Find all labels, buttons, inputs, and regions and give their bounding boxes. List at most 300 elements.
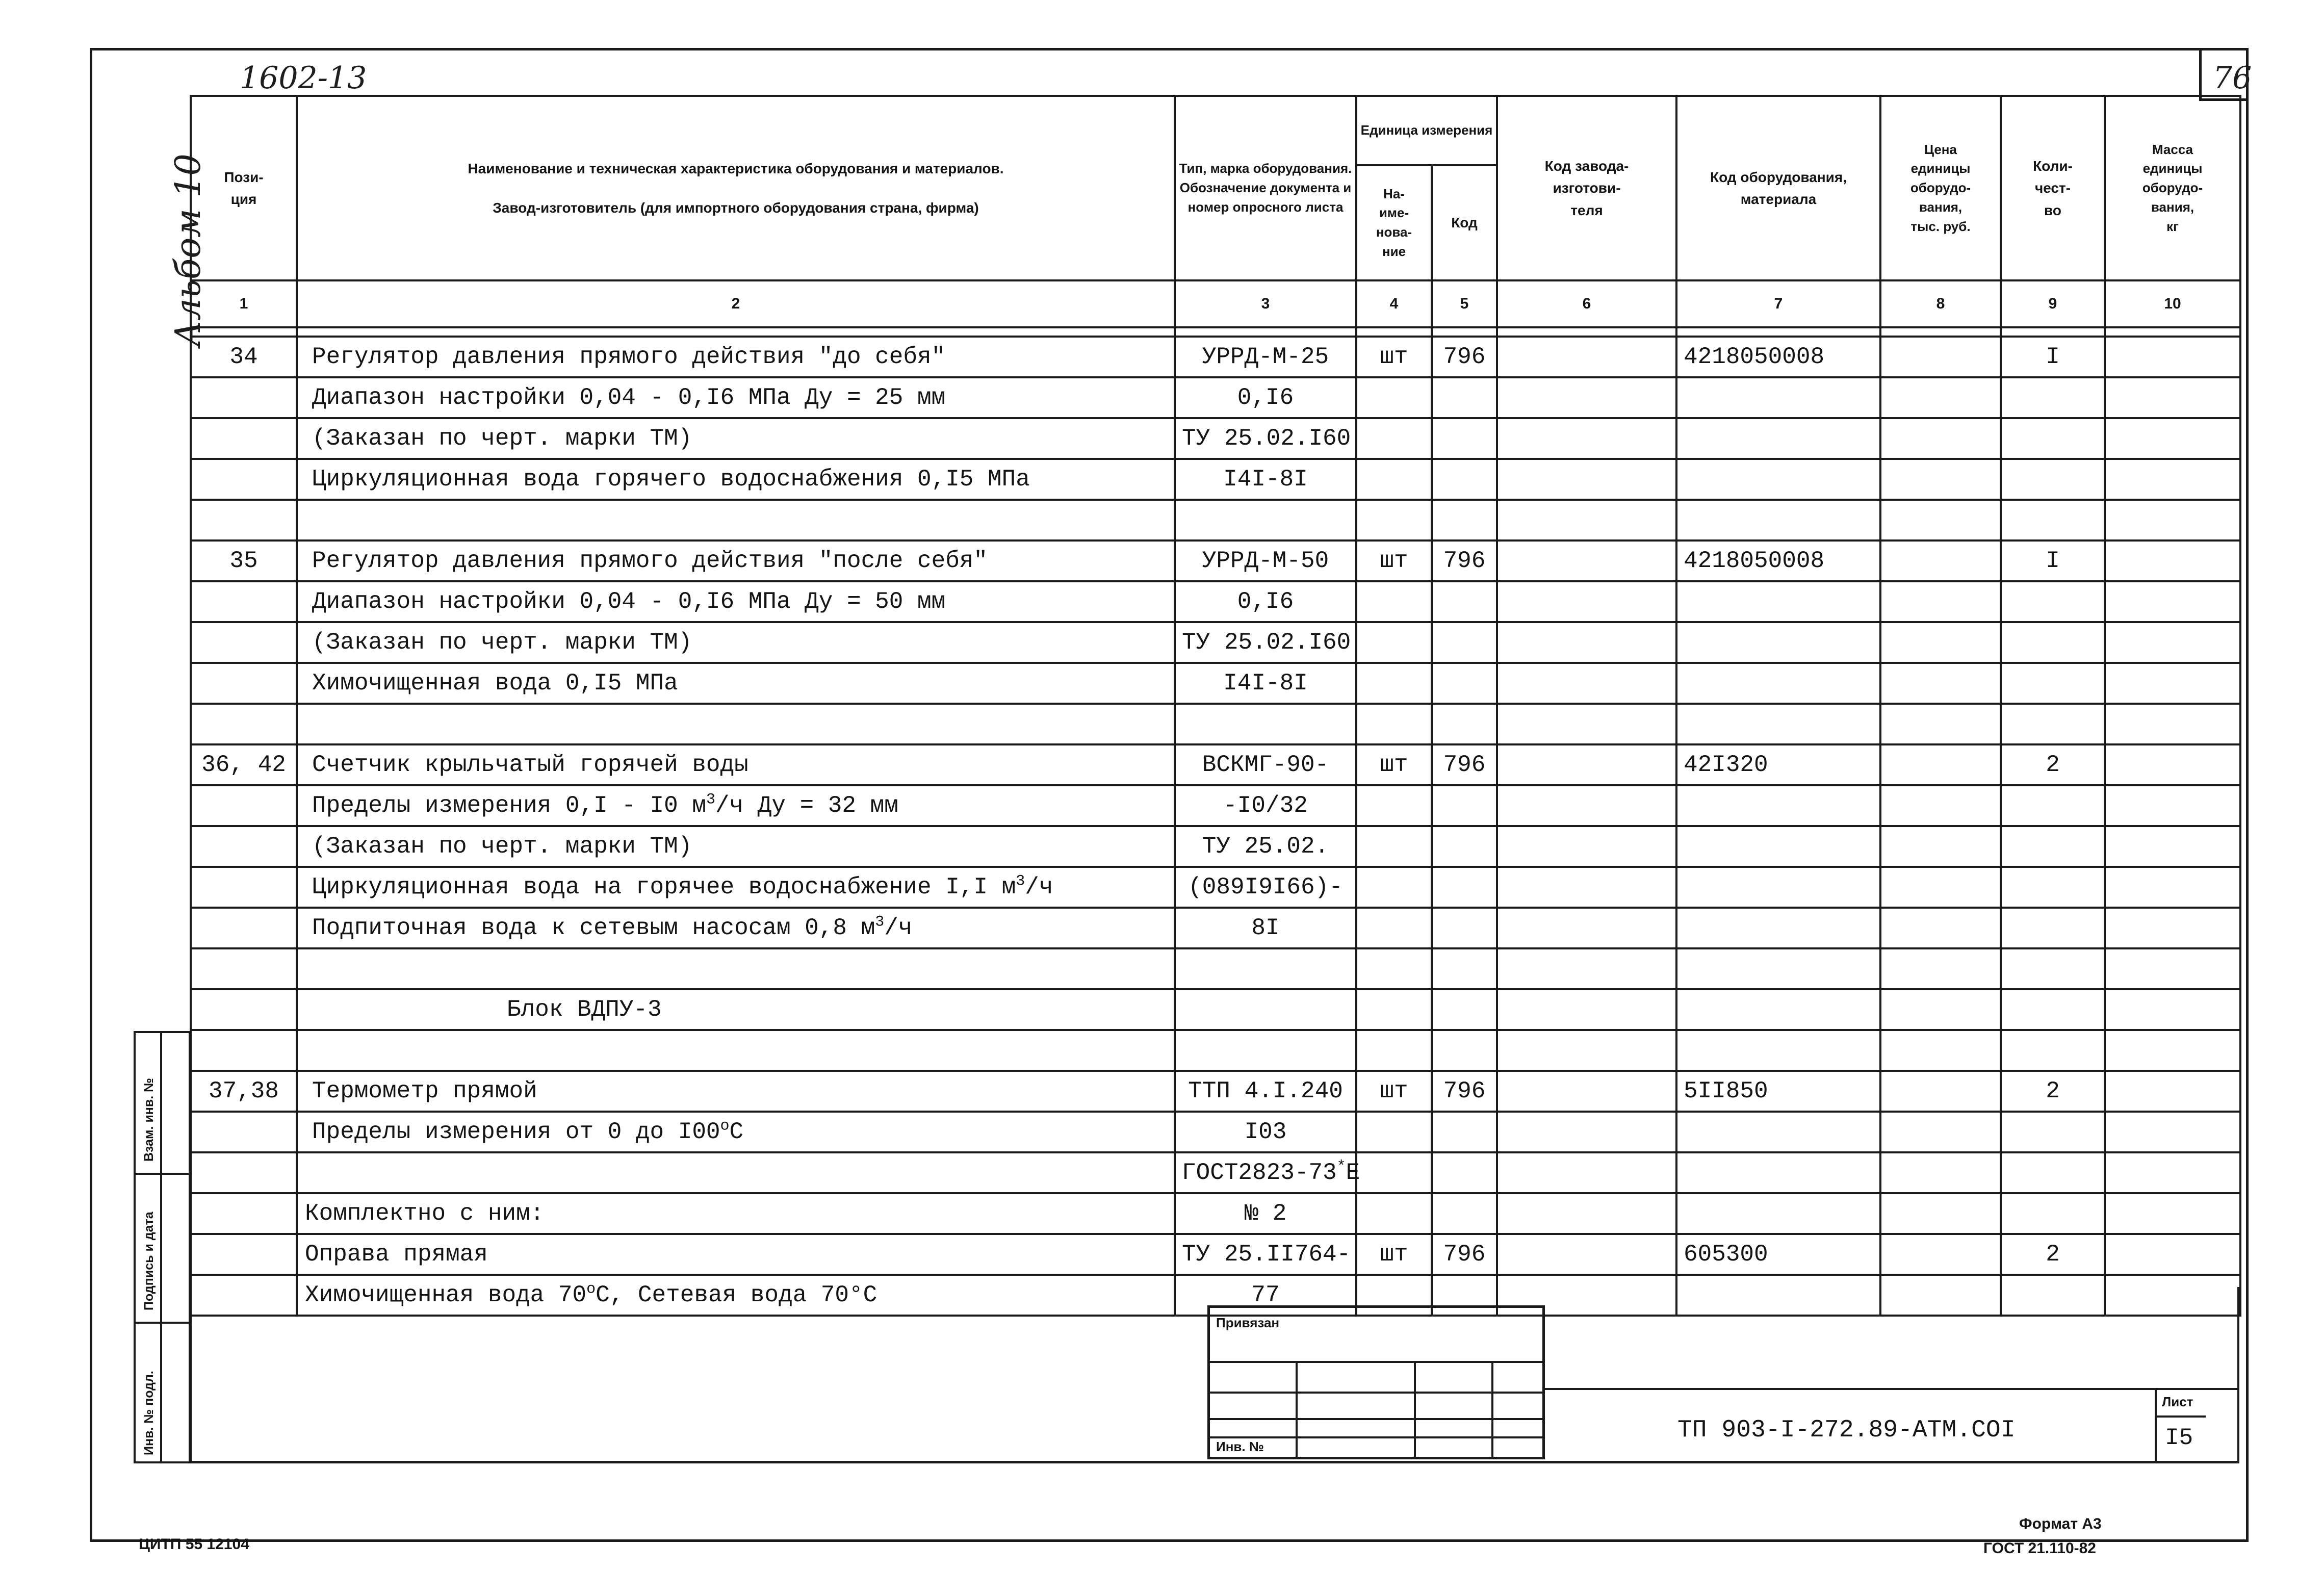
unit-cell: шт [1356, 337, 1432, 377]
unit-code-cell [1432, 908, 1497, 948]
quantity-cell [2001, 1152, 2105, 1193]
price-cell [1880, 459, 2001, 500]
price-cell [1880, 377, 2001, 418]
position-cell [191, 622, 297, 663]
mass-cell [2105, 663, 2240, 704]
price-cell [1880, 908, 2001, 948]
type-cell: № 2 [1175, 1193, 1356, 1234]
plant-code-cell [1497, 867, 1676, 908]
sheet-number: I5 [2165, 1425, 2193, 1451]
table-row [191, 1112, 2240, 1152]
plant-code-cell [1497, 1152, 1676, 1193]
footer-format: Формат А3 [2019, 1515, 2102, 1532]
position-cell [191, 704, 297, 744]
plant-code-cell [1497, 1193, 1676, 1234]
equipment-code-cell [1676, 908, 1880, 948]
plant-code-cell [1497, 377, 1676, 418]
position-cell: 35 [191, 540, 297, 581]
quantity-cell [2001, 1030, 2105, 1071]
mass-cell [2105, 744, 2240, 785]
equipment-code-cell [1676, 1112, 1880, 1152]
plant-code-cell [1497, 948, 1676, 989]
price-cell [1880, 1152, 2001, 1193]
binding-inventory-label: Инв. № [1216, 1439, 1264, 1454]
type-cell [1175, 1030, 1356, 1071]
header-plant-code: Код завода- изготови- теля [1497, 96, 1676, 280]
quantity-cell [2001, 785, 2105, 826]
corner-number: 76 [2213, 60, 2252, 96]
equipment-code-cell [1676, 785, 1880, 826]
document-code: ТП 903-I-272.89-АТМ.СОI [1677, 1417, 2016, 1444]
approval-separator [136, 1322, 189, 1324]
type-cell: ТУ 25.02.I60 [1175, 418, 1356, 459]
equipment-code-cell [1676, 948, 1880, 989]
price-cell [1880, 418, 2001, 459]
quantity-cell [2001, 1193, 2105, 1234]
header-price: Цена единицы оборудо- вания, тыс. руб. [1880, 96, 2001, 280]
equipment-code-cell: 605300 [1676, 1234, 1880, 1275]
name-cell: Регулятор давления прямого действия "до себя" [297, 337, 1175, 377]
sheet-box-separator [2157, 1415, 2206, 1418]
table-row [191, 826, 2240, 867]
unit-cell [1356, 377, 1432, 418]
name-cell: Химочищенная вода 0,I5 МПа [297, 663, 1175, 704]
header-row [191, 96, 2240, 165]
unit-code-cell [1432, 500, 1497, 540]
mass-cell [2105, 622, 2240, 663]
name-cell [297, 1152, 1175, 1193]
unit-cell [1356, 989, 1432, 1030]
equipment-code-cell [1676, 1030, 1880, 1071]
binding-title: Привязан [1216, 1315, 1280, 1330]
table-body [191, 337, 2240, 1316]
quantity-cell [2001, 867, 2105, 908]
column-number: 4 [1356, 280, 1432, 327]
sheet-label: Лист [2162, 1394, 2193, 1409]
price-cell [1880, 867, 2001, 908]
unit-cell [1356, 867, 1432, 908]
table-row [191, 1030, 2240, 1071]
unit-code-cell [1432, 459, 1497, 500]
mass-cell [2105, 337, 2240, 377]
unit-code-cell: 796 [1432, 1234, 1497, 1275]
header-equipment-code: Код оборудования, материала [1676, 96, 1880, 280]
footer-publisher: ЦИТП 55 12104 [139, 1536, 249, 1553]
unit-cell [1356, 948, 1432, 989]
header-unit-name: На- име- нова- ние [1356, 165, 1432, 280]
table-row [191, 704, 2240, 744]
name-cell: Регулятор давления прямого действия "после себя" [297, 540, 1175, 581]
position-cell [191, 826, 297, 867]
unit-cell [1356, 1152, 1432, 1193]
equipment-code-cell [1676, 500, 1880, 540]
table-row [191, 744, 2240, 785]
price-cell [1880, 948, 2001, 989]
type-cell: 0,I6 [1175, 581, 1356, 622]
sheet-code: 1602-13 [240, 60, 367, 96]
mass-cell [2105, 377, 2240, 418]
price-cell [1880, 785, 2001, 826]
position-cell [191, 1193, 297, 1234]
plant-code-cell [1497, 663, 1676, 704]
position-cell [191, 377, 297, 418]
unit-code-cell [1432, 418, 1497, 459]
type-cell [1175, 948, 1356, 989]
column-number: 5 [1432, 280, 1497, 327]
header-mass: Масса единицы оборудо- вания, кг [2105, 96, 2240, 280]
plant-code-cell [1497, 540, 1676, 581]
approval-strip [134, 1031, 191, 1463]
price-cell [1880, 581, 2001, 622]
unit-code-cell: 796 [1432, 1071, 1497, 1112]
quantity-cell [2001, 1112, 2105, 1152]
unit-code-cell [1432, 826, 1497, 867]
table-row [191, 459, 2240, 500]
header-unit-group: Единица измерения [1356, 96, 1497, 165]
position-cell [191, 500, 297, 540]
type-cell: 77 [1175, 1275, 1356, 1316]
mass-cell [2105, 540, 2240, 581]
mass-cell [2105, 908, 2240, 948]
mass-cell [2105, 785, 2240, 826]
plant-code-cell [1497, 785, 1676, 826]
unit-cell [1356, 581, 1432, 622]
equipment-code-cell [1676, 989, 1880, 1030]
type-cell [1175, 704, 1356, 744]
type-cell: I4I-8I [1175, 663, 1356, 704]
column-number: 9 [2001, 280, 2105, 327]
quantity-cell: 2 [2001, 744, 2105, 785]
binding-divider [1414, 1363, 1416, 1457]
unit-cell [1356, 622, 1432, 663]
type-cell: ТУ 25.II764- [1175, 1234, 1356, 1275]
name-cell: Счетчик крыльчатый горячей воды [297, 744, 1175, 785]
unit-cell [1356, 1112, 1432, 1152]
plant-code-cell [1497, 459, 1676, 500]
unit-code-cell [1432, 377, 1497, 418]
unit-cell [1356, 1193, 1432, 1234]
column-number: 6 [1497, 280, 1676, 327]
type-cell [1175, 500, 1356, 540]
table-row [191, 785, 2240, 826]
mass-cell [2105, 1193, 2240, 1234]
quantity-cell: 2 [2001, 1234, 2105, 1275]
unit-code-cell [1432, 622, 1497, 663]
mass-cell [2105, 581, 2240, 622]
unit-cell [1356, 704, 1432, 744]
mass-cell [2105, 500, 2240, 540]
mass-cell [2105, 459, 2240, 500]
unit-code-cell [1432, 785, 1497, 826]
unit-cell [1356, 459, 1432, 500]
table-row [191, 337, 2240, 377]
footer-gost: ГОСТ 21.110-82 [1983, 1540, 2096, 1557]
quantity-cell: I [2001, 540, 2105, 581]
unit-cell [1356, 826, 1432, 867]
name-cell: Комплектно с ним: [297, 1193, 1175, 1234]
mass-cell [2105, 989, 2240, 1030]
name-cell: Циркуляционная вода горячего водоснабжения 0,I5 МПа [297, 459, 1175, 500]
separator-row [191, 327, 2240, 337]
type-cell: ТУ 25.02.I60 [1175, 622, 1356, 663]
position-cell [191, 1152, 297, 1193]
position-cell [191, 418, 297, 459]
plant-code-cell [1497, 500, 1676, 540]
mass-cell [2105, 1030, 2240, 1071]
name-cell: Химочищенная вода $70^оС$, Сетевая вода 70°С [297, 1275, 1175, 1316]
name-cell: (Заказан по черт. марки ТМ) [297, 622, 1175, 663]
unit-cell [1356, 663, 1432, 704]
name-cell: Диапазон настройки 0,04 - 0,I6 МПа Ду = 25 мм [297, 377, 1175, 418]
position-cell [191, 908, 297, 948]
name-cell: (Заказан по черт. марки ТМ) [297, 826, 1175, 867]
position-cell: 34 [191, 337, 297, 377]
name-cell [297, 1030, 1175, 1071]
header-type: Тип, марка оборудования. Обозначение документа и номер опросного листа [1175, 96, 1356, 280]
type-cell: I4I-8I [1175, 459, 1356, 500]
specification-table [190, 95, 2241, 1317]
price-cell [1880, 704, 2001, 744]
unit-code-cell [1432, 867, 1497, 908]
quantity-cell [2001, 581, 2105, 622]
mass-cell [2105, 1234, 2240, 1275]
type-cell: ВСКМГ-90- [1175, 744, 1356, 785]
unit-code-cell: 796 [1432, 540, 1497, 581]
position-cell [191, 459, 297, 500]
table-row [191, 581, 2240, 622]
unit-cell: шт [1356, 744, 1432, 785]
quantity-cell [2001, 989, 2105, 1030]
equipment-code-cell [1676, 867, 1880, 908]
plant-code-cell [1497, 581, 1676, 622]
table-row [191, 663, 2240, 704]
unit-code-cell [1432, 1152, 1497, 1193]
quantity-cell [2001, 500, 2105, 540]
unit-cell: шт [1356, 540, 1432, 581]
equipment-code-cell [1676, 704, 1880, 744]
type-cell: ТТП 4.I.240 [1175, 1071, 1356, 1112]
price-cell [1880, 663, 2001, 704]
type-cell: ГОСТ2823-73*Е [1175, 1152, 1356, 1193]
plant-code-cell [1497, 989, 1676, 1030]
quantity-cell [2001, 948, 2105, 989]
mass-cell [2105, 1071, 2240, 1112]
name-cell: Блок ВДПУ-3 [297, 989, 1175, 1030]
equipment-code-cell: 4218050008 [1676, 337, 1880, 377]
mass-cell [2105, 867, 2240, 908]
position-cell [191, 581, 297, 622]
price-cell [1880, 1071, 2001, 1112]
name-cell: Термометр прямой [297, 1071, 1175, 1112]
type-cell [1175, 989, 1356, 1030]
price-cell [1880, 540, 2001, 581]
equipment-code-cell: 5II850 [1676, 1071, 1880, 1112]
table-row [191, 418, 2240, 459]
unit-code-cell [1432, 1030, 1497, 1071]
price-cell [1880, 826, 2001, 867]
equipment-code-cell [1676, 826, 1880, 867]
unit-cell [1356, 418, 1432, 459]
mass-cell [2105, 1152, 2240, 1193]
column-number-row [191, 280, 2240, 327]
unit-cell: шт [1356, 1071, 1432, 1112]
quantity-cell [2001, 622, 2105, 663]
quantity-cell [2001, 663, 2105, 704]
table-row [191, 1071, 2240, 1112]
table-row [191, 1152, 2240, 1193]
plant-code-cell [1497, 1234, 1676, 1275]
unit-cell [1356, 500, 1432, 540]
approval-separator [136, 1173, 189, 1175]
quantity-cell: I [2001, 337, 2105, 377]
replacement-inventory-label: Взам. инв. № [142, 1077, 156, 1162]
plant-code-cell [1497, 418, 1676, 459]
mass-cell [2105, 704, 2240, 744]
mass-cell [2105, 418, 2240, 459]
equipment-code-cell: 42I320 [1676, 744, 1880, 785]
price-cell [1880, 1193, 2001, 1234]
equipment-code-cell: 4218050008 [1676, 540, 1880, 581]
equipment-code-cell [1676, 622, 1880, 663]
plant-code-cell [1497, 622, 1676, 663]
table-row [191, 540, 2240, 581]
column-number: 8 [1880, 280, 2001, 327]
table-row [191, 948, 2240, 989]
table-row [191, 1234, 2240, 1275]
equipment-code-cell [1676, 1152, 1880, 1193]
header-unit-code: Код [1432, 165, 1497, 280]
column-number: 10 [2105, 280, 2240, 327]
table-row [191, 622, 2240, 663]
unit-code-cell: 796 [1432, 744, 1497, 785]
unit-code-cell [1432, 663, 1497, 704]
plant-code-cell [1497, 826, 1676, 867]
price-cell [1880, 989, 2001, 1030]
unit-code-cell [1432, 1112, 1497, 1152]
quantity-cell [2001, 704, 2105, 744]
plant-code-cell [1497, 1112, 1676, 1152]
unit-code-cell [1432, 581, 1497, 622]
table-row [191, 500, 2240, 540]
table-row [191, 867, 2240, 908]
quantity-cell [2001, 826, 2105, 867]
unit-cell [1356, 908, 1432, 948]
table-row [191, 1193, 2240, 1234]
price-cell [1880, 1112, 2001, 1152]
equipment-code-cell [1676, 418, 1880, 459]
type-cell: -I0/32 [1175, 785, 1356, 826]
mass-cell [2105, 1112, 2240, 1152]
column-number: 1 [191, 280, 297, 327]
name-cell: (Заказан по черт. марки ТМ) [297, 418, 1175, 459]
position-cell [191, 948, 297, 989]
table-row [191, 377, 2240, 418]
header-quantity: Коли- чест- во [2001, 96, 2105, 280]
unit-code-cell [1432, 1193, 1497, 1234]
plant-code-cell [1497, 337, 1676, 377]
price-cell [1880, 500, 2001, 540]
position-cell [191, 785, 297, 826]
plant-code-cell [1497, 1071, 1676, 1112]
unit-code-cell [1432, 989, 1497, 1030]
position-cell [191, 663, 297, 704]
equipment-code-cell [1676, 459, 1880, 500]
type-cell: УРРД-М-50 [1175, 540, 1356, 581]
unit-cell [1356, 785, 1432, 826]
quantity-cell [2001, 418, 2105, 459]
quantity-cell [2001, 459, 2105, 500]
position-cell: 36, 42 [191, 744, 297, 785]
name-cell [297, 704, 1175, 744]
type-cell: (089I9I66)- [1175, 867, 1356, 908]
column-number: 3 [1175, 280, 1356, 327]
album-label: Альбом 10 [168, 153, 209, 347]
price-cell [1880, 1234, 2001, 1275]
table-row [191, 908, 2240, 948]
name-cell: Диапазон настройки 0,04 - 0,I6 МПа Ду = 50 мм [297, 581, 1175, 622]
mass-cell [2105, 826, 2240, 867]
quantity-cell [2001, 377, 2105, 418]
equipment-code-cell [1676, 1193, 1880, 1234]
signature-date-label: Подпись и дата [142, 1212, 156, 1310]
plant-code-cell [1497, 744, 1676, 785]
unit-code-cell: 796 [1432, 337, 1497, 377]
name-cell: Пределы измерения от 0 до $I00^оС$ [297, 1112, 1175, 1152]
position-cell [191, 867, 297, 908]
equipment-code-cell [1676, 581, 1880, 622]
name-cell: Пределы измерения 0,I - I0 $м^3/ч$ Ду = 32 мм [297, 785, 1175, 826]
header-name: Наименование и техническая характеристика оборудования и материалов. Завод-изготовитель (для импортного оборудования страна, фирма) [297, 96, 1175, 280]
plant-code-cell [1497, 704, 1676, 744]
name-cell: Циркуляционная вода на горячее водоснабжение I,I $м^3/ч$ [297, 867, 1175, 908]
plant-code-cell [1497, 1030, 1676, 1071]
price-cell [1880, 1030, 2001, 1071]
type-cell: УРРД-М-25 [1175, 337, 1356, 377]
quantity-cell: 2 [2001, 1071, 2105, 1112]
position-cell [191, 1112, 297, 1152]
binding-divider [1491, 1363, 1493, 1457]
sheet-number-box [2155, 1388, 2206, 1463]
name-cell [297, 948, 1175, 989]
type-cell: 0,I6 [1175, 377, 1356, 418]
header-position: Пози- ция [191, 96, 297, 280]
unit-cell [1356, 1030, 1432, 1071]
position-cell [191, 1234, 297, 1275]
type-cell: 8I [1175, 908, 1356, 948]
binding-divider [1296, 1363, 1298, 1457]
price-cell [1880, 744, 2001, 785]
mass-cell [2105, 948, 2240, 989]
quantity-cell [2001, 908, 2105, 948]
equipment-code-cell [1676, 377, 1880, 418]
price-cell [1880, 622, 2001, 663]
name-cell: Оправа прямая [297, 1234, 1175, 1275]
position-cell [191, 989, 297, 1030]
column-number: 7 [1676, 280, 1880, 327]
table-row [191, 989, 2240, 1030]
equipment-code-cell [1676, 663, 1880, 704]
name-cell [297, 500, 1175, 540]
original-inventory-label: Инв. № подл. [142, 1371, 156, 1455]
position-cell: 37,38 [191, 1071, 297, 1112]
binding-block [1207, 1305, 1545, 1459]
unit-code-cell [1432, 948, 1497, 989]
column-number: 2 [297, 280, 1175, 327]
price-cell [1880, 337, 2001, 377]
unit-cell: шт [1356, 1234, 1432, 1275]
stamp-top-border [1545, 1388, 2239, 1390]
name-cell: Подпиточная вода к сетевым насосам 0,8 $м^3/ч$ [297, 908, 1175, 948]
